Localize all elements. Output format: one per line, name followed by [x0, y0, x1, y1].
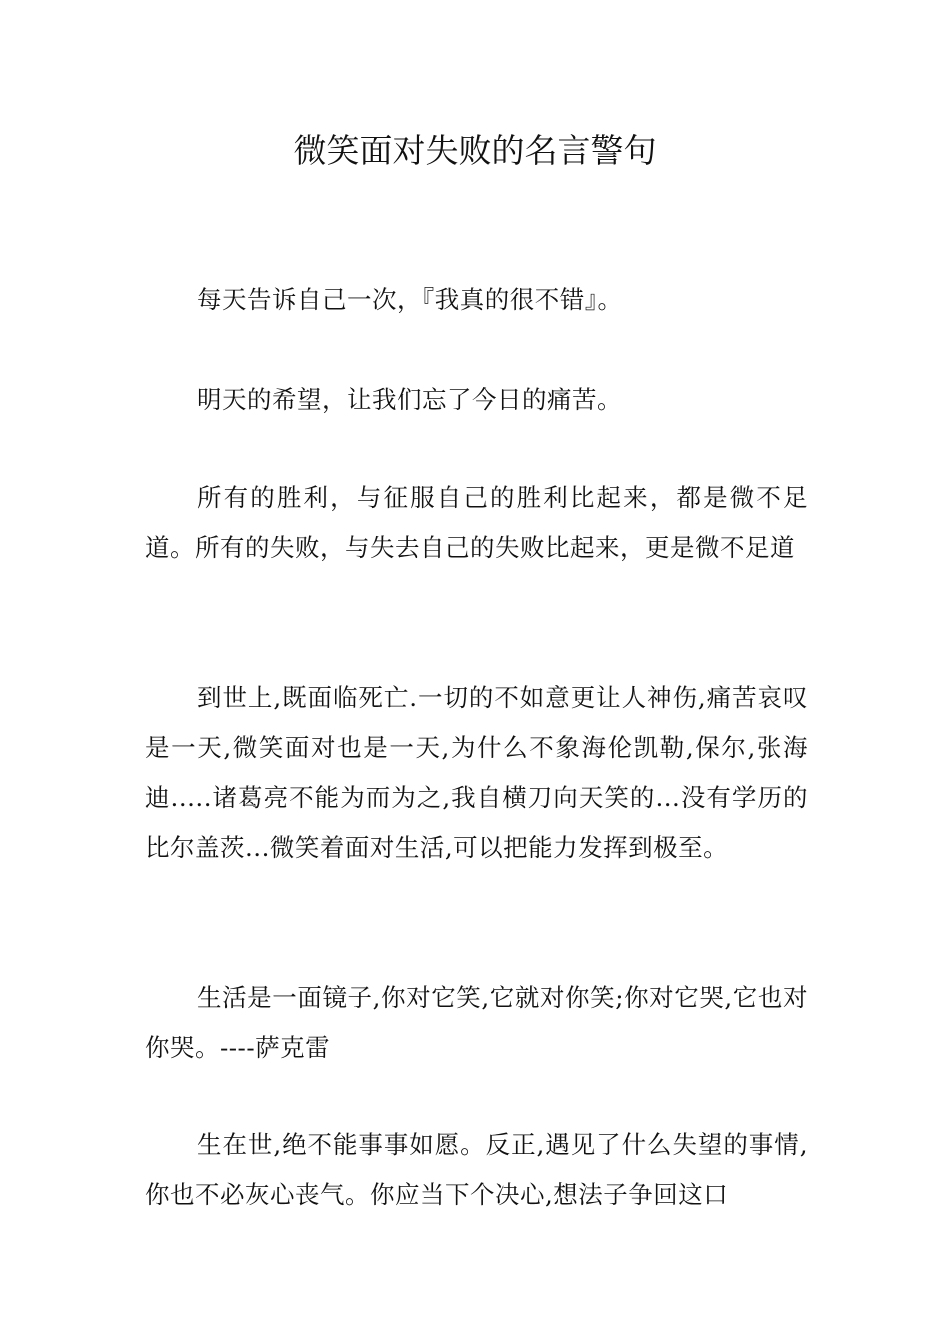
quote-paragraph: 生在世,绝不能事事如愿。反正,遇见了什么失望的事情,你也不必灰心丧气。你应当下个决心,想法子争回这口 [145, 1130, 808, 1209]
quote-paragraph: 生活是一面镜子,你对它笑,它就对你笑;你对它哭,它也对你哭。----萨克雷 [145, 983, 808, 1062]
quote-paragraph: 到世上,既面临死亡.一切的不如意更让人神伤,痛苦哀叹是一天,微笑面对也是一天,为什么不象海伦凯勒,保尔,张海迪.....诸葛亮不能为而为之,我自横刀向天笑的...没有学历的比尔盖茨...微笑着面对生活,可以把能力发挥到极至。 [145, 683, 808, 862]
page-title: 微笑面对失败的名言警句 [293, 131, 657, 170]
quote-paragraph: 明天的希望，让我们忘了今日的痛苦。 [197, 385, 622, 414]
quote-paragraph: 每天告诉自己一次，『我真的很不错』。 [197, 285, 623, 314]
quote-paragraph: 所有的胜利，与征服自己的胜利比起来，都是微不足道。所有的失败，与失去自己的失败比起来，更是微不足道 [145, 483, 808, 562]
